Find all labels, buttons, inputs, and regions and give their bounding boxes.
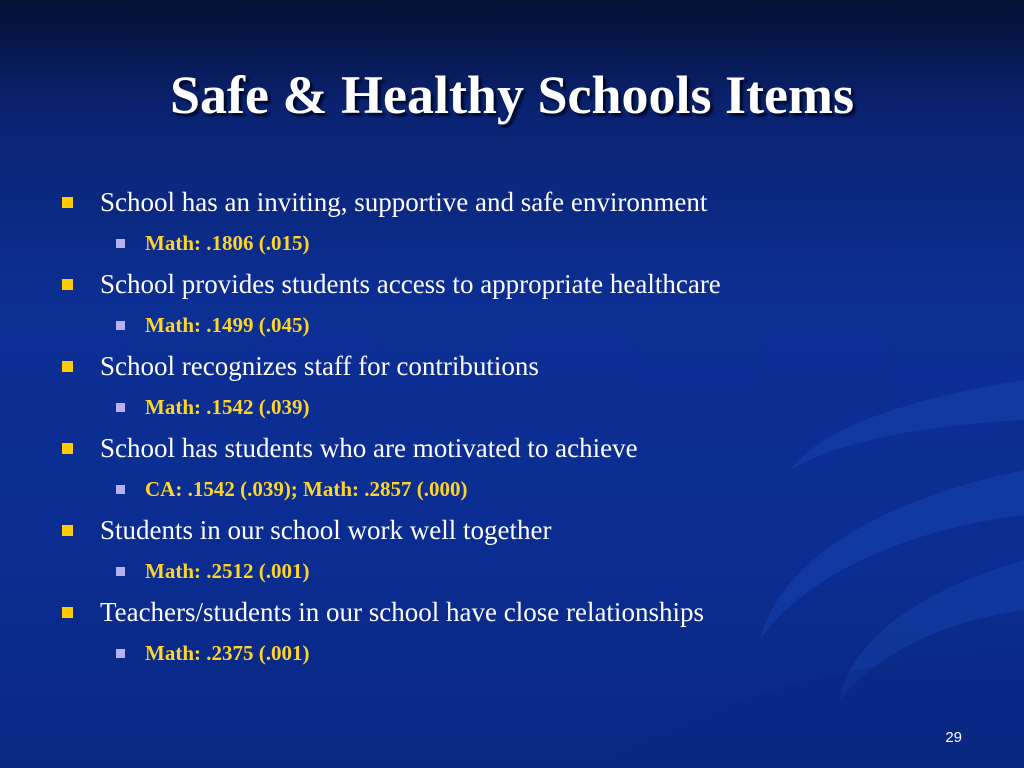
bullet-list xyxy=(62,182,992,674)
sub-bullet-text: Math: .2512 (.001) xyxy=(145,559,310,583)
bullet-text: Teachers/students in our school have close relationships xyxy=(100,597,704,627)
sub-bullet-row xyxy=(116,550,992,592)
list-item xyxy=(62,346,992,428)
sub-bullet-row xyxy=(116,632,992,674)
list-item xyxy=(62,428,992,510)
slide-title: Safe & Healthy Schools Items xyxy=(170,65,854,125)
square-bullet-icon xyxy=(62,525,73,536)
bullet-item-text-row xyxy=(62,510,992,550)
square-bullet-icon xyxy=(62,197,73,208)
sub-bullet-row xyxy=(116,222,992,264)
sub-bullet-row xyxy=(116,468,992,510)
sub-bullet-row xyxy=(116,304,992,346)
square-sub-bullet-icon xyxy=(116,321,125,330)
bullet-text: School has students who are motivated to achieve xyxy=(100,433,638,463)
sub-bullet-text: Math: .1499 (.045) xyxy=(145,313,310,337)
square-bullet-icon xyxy=(62,279,73,290)
list-item xyxy=(62,264,992,346)
bullet-text: School provides students access to appropriate healthcare xyxy=(100,269,721,299)
bullet-text: School has an inviting, supportive and safe environment xyxy=(100,187,708,217)
square-sub-bullet-icon xyxy=(116,485,125,494)
square-sub-bullet-icon xyxy=(116,239,125,248)
bullet-item-text-row xyxy=(62,264,992,304)
list-item xyxy=(62,182,992,264)
page-number: 29 xyxy=(945,729,962,746)
list-item xyxy=(62,592,992,674)
sub-bullet-row xyxy=(116,386,992,428)
square-sub-bullet-icon xyxy=(116,403,125,412)
bullet-item-text-row xyxy=(62,182,992,222)
square-bullet-icon xyxy=(62,443,73,454)
list-item xyxy=(62,510,992,592)
sub-bullet-text: Math: .1542 (.039) xyxy=(145,395,310,419)
sub-bullet-text: Math: .2375 (.001) xyxy=(145,641,310,665)
square-sub-bullet-icon xyxy=(116,567,125,576)
sub-bullet-text: Math: .1806 (.015) xyxy=(145,231,310,255)
bullet-item-text-row xyxy=(62,346,992,386)
bullet-item-text-row xyxy=(62,592,992,632)
bullet-item-text-row xyxy=(62,428,992,468)
square-bullet-icon xyxy=(62,607,73,618)
sub-bullet-text: CA: .1542 (.039); Math: .2857 (.000) xyxy=(145,477,468,501)
bullet-text: School recognizes staff for contributions xyxy=(100,351,539,381)
bullet-text: Students in our school work well together xyxy=(100,515,552,545)
square-bullet-icon xyxy=(62,361,73,372)
square-sub-bullet-icon xyxy=(116,649,125,658)
